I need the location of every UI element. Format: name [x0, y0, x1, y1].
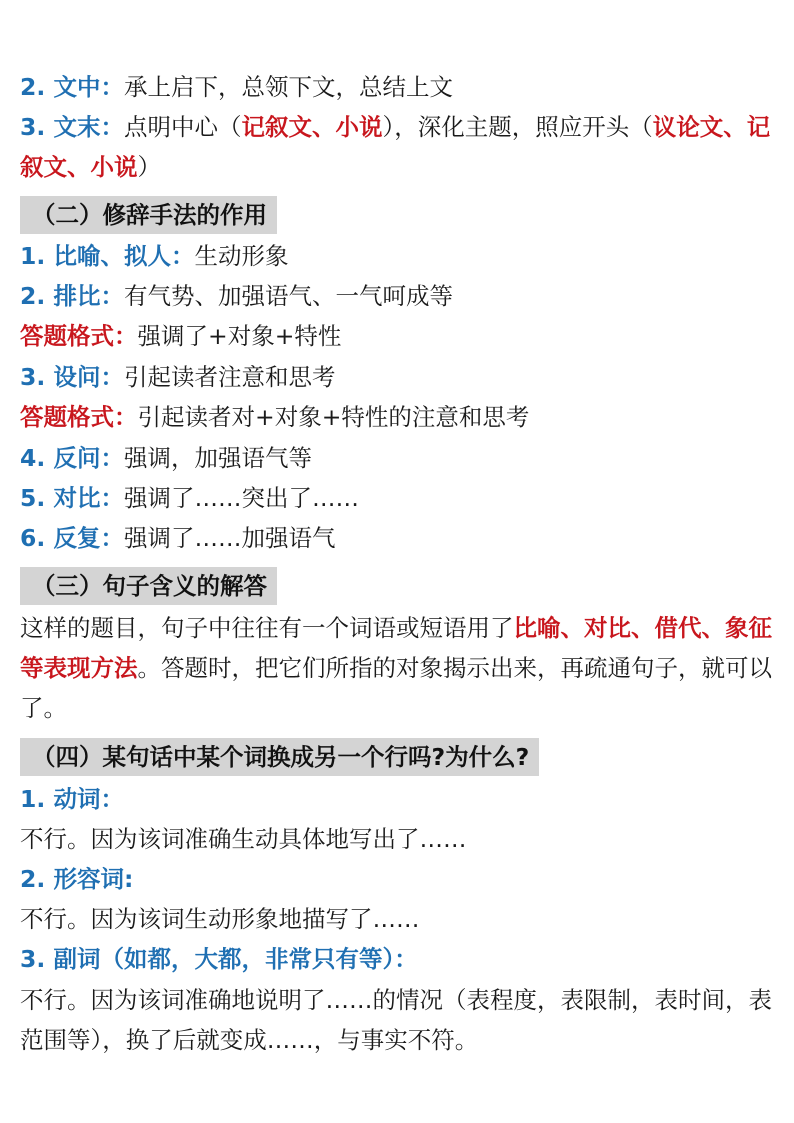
- section-heading-rhetoric: （二）修辞手法的作用: [20, 196, 277, 234]
- section-heading-word-replacement: （四）某句话中某个词换成另一个行吗?为什么?: [20, 738, 539, 776]
- item-text: 引起读者对+对象+特性的注意和思考: [137, 403, 530, 431]
- list-item: [20, 236, 772, 276]
- item-number: 3. 副词（如都，大都，非常只有等）：: [20, 945, 418, 973]
- item-number: 4. 反问：: [20, 444, 124, 472]
- highlight-text: 议论文、记叙文、小说: [20, 113, 771, 181]
- paragraph-text: 这样的题目，句子中往往有一个词语或短语用了: [20, 614, 514, 642]
- highlight-text: 比喻、对比、借代、象征等表现方法: [20, 614, 772, 682]
- item-number: 2. 排比：: [20, 282, 124, 310]
- item-number: 3. 文末：: [20, 113, 124, 141]
- answer-format-line: [20, 397, 772, 437]
- item-text: ）: [137, 153, 161, 181]
- highlight-text: 记叙文、小说: [241, 113, 383, 141]
- answer-format-label: 答题格式：: [20, 322, 138, 350]
- list-item: [20, 478, 772, 518]
- paragraph-text: 。答题时，把它们所指的对象揭示出来，再疏通句子，就可以了。: [20, 654, 772, 722]
- item-number: 1. 动词：: [20, 785, 124, 813]
- item-text: 强调，加强语气等: [123, 444, 312, 472]
- answer-format-line: [20, 316, 772, 356]
- answer-format-label: 答题格式：: [20, 403, 138, 431]
- list-item-text: 不行。因为该词准确生动具体地写出了……: [20, 825, 467, 853]
- section3-paragraph: [20, 608, 772, 728]
- item-text: 引起读者注意和思考: [123, 363, 336, 391]
- list-item-heading: [20, 859, 772, 899]
- list-item: [20, 518, 772, 558]
- section-heading-sentence-meaning: （三）句子含义的解答: [20, 567, 277, 605]
- list-item: [20, 438, 772, 478]
- item-text: 有气势、加强语气、一气呵成等: [123, 282, 453, 310]
- item-number: 3. 设问：: [20, 363, 124, 391]
- item-number: 6. 反复：: [20, 524, 124, 552]
- item-text: 强调了……突出了……: [123, 484, 359, 512]
- list-item: [20, 276, 772, 316]
- item-number: 2. 文中：: [20, 73, 124, 101]
- item-number: 5. 对比：: [20, 484, 124, 512]
- item-number: 1. 比喻、拟人：: [20, 242, 195, 270]
- item-text: 强调了……加强语气: [123, 524, 336, 552]
- intro-line-2: [20, 67, 772, 107]
- list-item-text: 不行。因为该词准确地说明了……的情况（表程度，表限制，表时间，表范围等），换了后就变成……，与事实不符。: [20, 986, 772, 1054]
- item-text: ），深化主题，照应开头（: [382, 113, 653, 141]
- list-item-heading: [20, 779, 772, 819]
- item-text: 承上启下，总领下文，总结上文: [123, 73, 453, 101]
- list-item: [20, 357, 772, 397]
- intro-line-3: [20, 107, 772, 187]
- item-text: 点明中心（: [123, 113, 242, 141]
- item-text: 生动形象: [194, 242, 289, 270]
- list-item-text: 不行。因为该词生动形象地描写了……: [20, 905, 420, 933]
- item-text: 强调了+对象+特性: [137, 322, 342, 350]
- list-item-heading: [20, 939, 772, 979]
- item-number: 2. 形容词:: [20, 865, 134, 893]
